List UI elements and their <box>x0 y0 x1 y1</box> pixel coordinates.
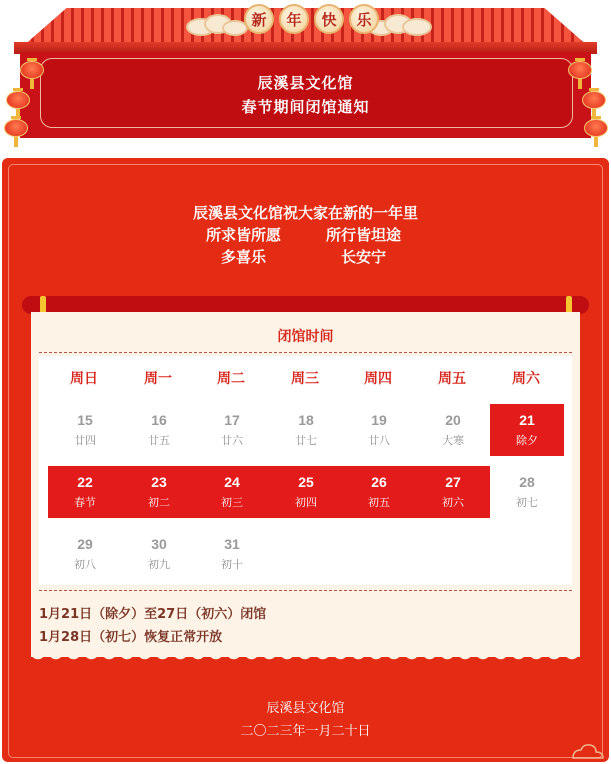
calendar-day-closed <box>122 466 196 518</box>
day-number: 29 <box>77 536 93 552</box>
calendar-day <box>269 404 343 456</box>
cloud-corner-icon <box>569 742 609 762</box>
day-number: 17 <box>224 412 240 428</box>
lunar-date: 初三 <box>221 497 243 509</box>
bubble-char: 快 <box>314 4 344 34</box>
calendar-day <box>122 404 196 456</box>
lunar-date: 初四 <box>295 497 317 509</box>
lunar-date: 初七 <box>516 497 538 509</box>
lunar-date: 春节 <box>74 497 96 509</box>
lunar-date: 初六 <box>442 497 464 509</box>
reopen-note: 1月28日（初七）恢复正常开放 <box>39 630 223 645</box>
weekday-tue: 周二 <box>217 371 245 387</box>
lunar-date: 廿七 <box>295 435 317 447</box>
weekday-sun: 周日 <box>70 371 98 387</box>
lunar-date: 大寒 <box>442 435 464 447</box>
calendar-day <box>342 404 416 456</box>
calendar-day-closed <box>342 466 416 518</box>
lunar-date: 除夕 <box>516 435 538 447</box>
day-number: 19 <box>371 412 387 428</box>
new-year-bubbles <box>244 4 379 34</box>
calendar-day-closed <box>48 466 122 518</box>
lunar-date: 初十 <box>221 559 243 571</box>
day-number: 20 <box>445 412 461 428</box>
greeting-line1: 辰溪县文化馆祝大家在新的一年里 <box>192 204 418 222</box>
calendar-day <box>490 466 564 518</box>
day-number: 30 <box>151 536 167 552</box>
day-number: 23 <box>151 474 167 490</box>
lantern-icon <box>584 116 608 147</box>
lantern-icon <box>20 58 44 89</box>
greeting-line2a: 所求皆所愿 <box>206 226 282 244</box>
calendar-day <box>195 528 269 580</box>
calendar-day-closed <box>269 466 343 518</box>
divider-top <box>39 352 572 353</box>
bubble-char: 乐 <box>349 4 379 34</box>
calendar-day <box>122 528 196 580</box>
banner-title-line2: 春节期间闭馆通知 <box>241 98 370 116</box>
weekday-sat: 周六 <box>512 371 540 387</box>
closing-note: 1月21日（除夕）至27日（初六）闭馆 <box>39 607 267 622</box>
day-number: 25 <box>298 474 314 490</box>
banner-title-line1: 辰溪县文化馆 <box>257 74 354 92</box>
title-banner-frame <box>40 58 573 128</box>
day-number: 27 <box>445 474 461 490</box>
weekday-thu: 周四 <box>364 371 392 387</box>
day-number: 15 <box>77 412 93 428</box>
footer-date: 二〇二三年一月二十日 <box>240 724 371 739</box>
calendar-day-closed <box>490 404 564 456</box>
title-banner <box>20 52 591 138</box>
cloud-left-icon <box>178 12 248 34</box>
day-number: 31 <box>224 536 240 552</box>
bubble-char: 新 <box>244 4 274 34</box>
greeting-line3b: 长安宁 <box>341 248 387 266</box>
greeting-line2b: 所行皆坦途 <box>326 226 402 244</box>
weekday-wed: 周三 <box>291 371 319 387</box>
day-number: 28 <box>519 474 535 490</box>
lunar-date: 廿六 <box>221 435 243 447</box>
lantern-icon <box>6 88 30 119</box>
lantern-icon <box>582 88 606 119</box>
lunar-date: 廿五 <box>148 435 170 447</box>
day-number: 24 <box>224 474 240 490</box>
weekday-mon: 周一 <box>144 371 172 387</box>
day-number: 18 <box>298 412 314 428</box>
lunar-date: 初九 <box>148 559 170 571</box>
day-number: 21 <box>519 412 535 428</box>
weekday-fri: 周五 <box>438 371 466 387</box>
lantern-icon <box>4 116 28 147</box>
calendar-day-closed <box>195 466 269 518</box>
calendar-day <box>416 404 490 456</box>
lunar-date: 初二 <box>148 497 170 509</box>
paper-scallop-edge <box>31 652 580 664</box>
lantern-icon <box>568 58 592 89</box>
lunar-date: 初八 <box>74 559 96 571</box>
calendar-day-closed <box>416 466 490 518</box>
footer-org: 辰溪县文化馆 <box>266 701 345 716</box>
lunar-date: 初五 <box>368 497 390 509</box>
calendar-day <box>195 404 269 456</box>
calendar-day <box>48 404 122 456</box>
day-number: 26 <box>371 474 387 490</box>
divider-bottom <box>39 590 572 591</box>
greeting-line3a: 多喜乐 <box>221 248 267 266</box>
calendar-day <box>48 528 122 580</box>
bubble-char: 年 <box>279 4 309 34</box>
calendar-title: 闭馆时间 <box>277 329 334 345</box>
lunar-date: 廿四 <box>74 435 96 447</box>
lunar-date: 廿八 <box>368 435 390 447</box>
day-number: 16 <box>151 412 167 428</box>
day-number: 22 <box>77 474 93 490</box>
